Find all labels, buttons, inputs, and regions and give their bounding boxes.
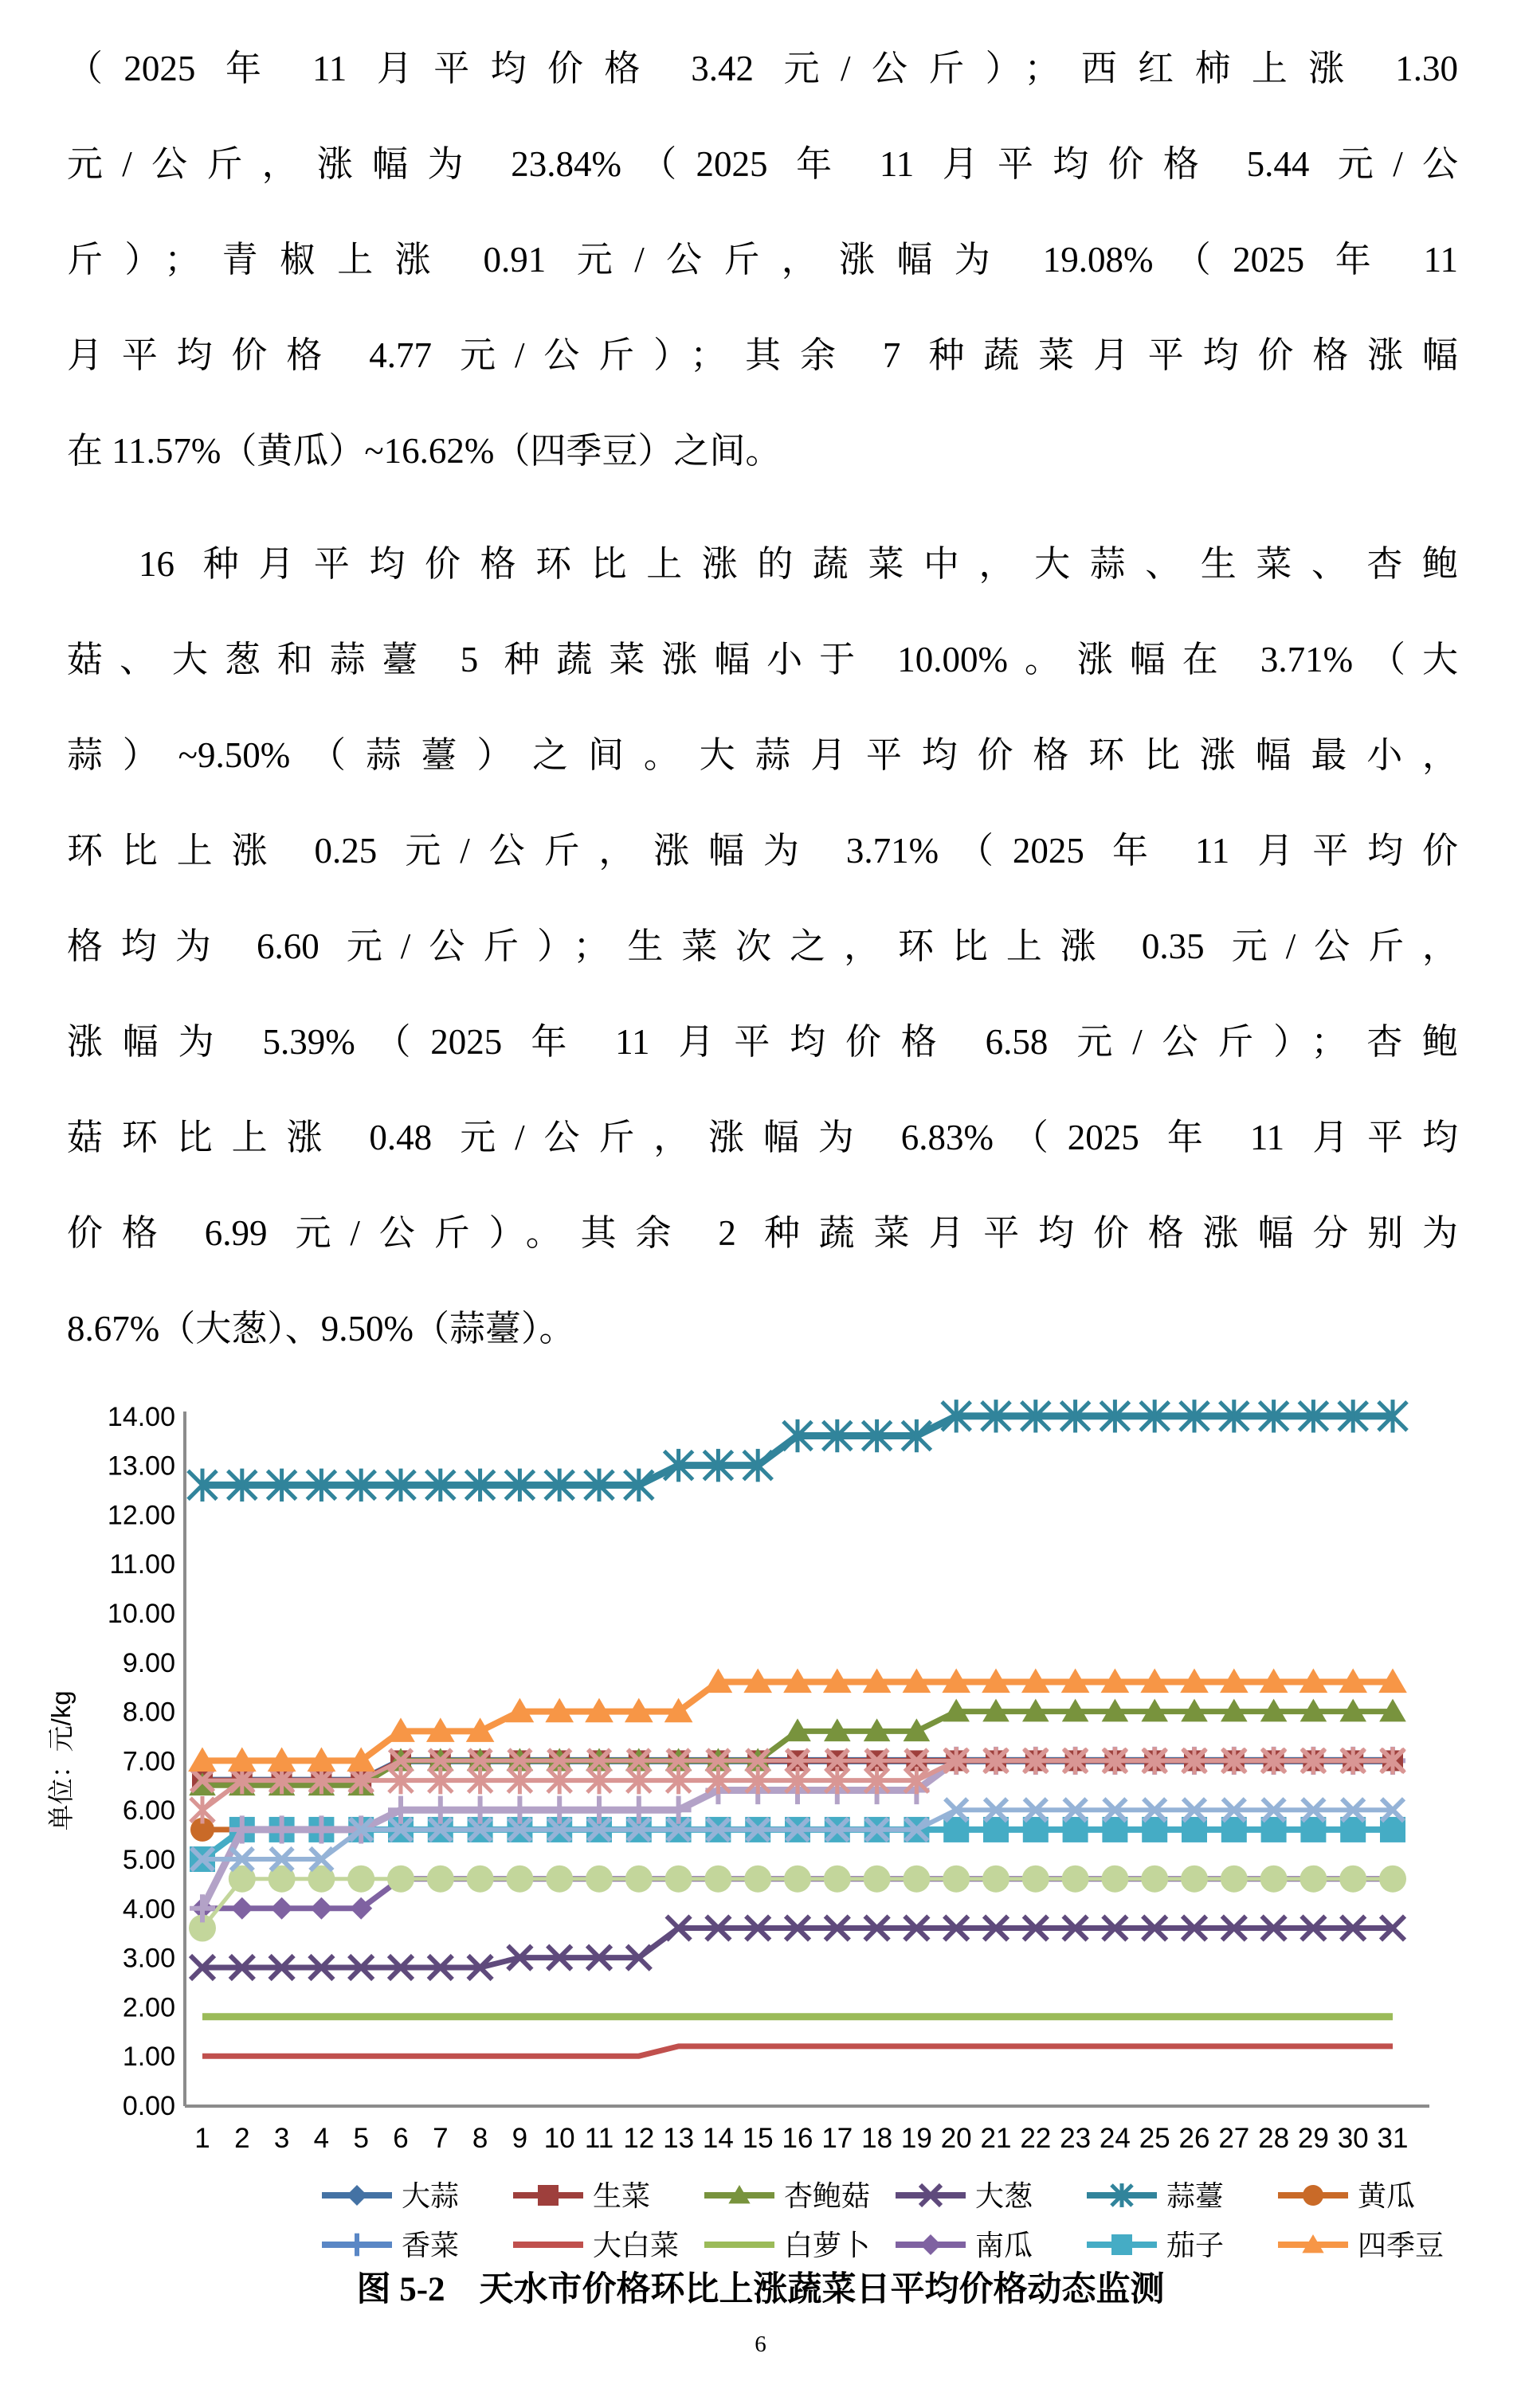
legend-label: 茄子: [1166, 2229, 1225, 2261]
text-line: 斤）；青椒上涨 0.91 元/公斤，涨幅为 19.08%（2025 年 11: [67, 240, 1458, 280]
x-tick-label: 18: [861, 2123, 893, 2154]
y-tick-label: 8.00: [122, 1697, 175, 1728]
text-line: 蒜）~9.50%（蒜薹）之间。大蒜月平均价格环比涨幅最小，: [67, 735, 1458, 775]
y-tick-label: 6.00: [122, 1795, 175, 1827]
y-tick-label: 12.00: [107, 1500, 175, 1531]
text-line: 格均为 6.60 元/公斤）；生菜次之，环比上涨 0.35 元/公斤，: [67, 926, 1458, 966]
x-tick-label: 2: [234, 2123, 250, 2154]
y-tick-label: 3.00: [122, 1943, 175, 1974]
text-line: 8.67%（大葱）、9.50%（蒜薹）。: [67, 1309, 575, 1349]
series-line-大葱: [202, 1928, 1393, 1968]
x-tick-label: 25: [1139, 2123, 1170, 2154]
figure-caption: 图 5-2 天水市价格环比上涨蔬菜日平均价格动态监测: [356, 2271, 1165, 2308]
y-tick-label: 14.00: [107, 1401, 175, 1432]
legend-label: 大蒜: [402, 2179, 460, 2212]
figure: [0, 1384, 1521, 2285]
x-tick-label: 1: [194, 2123, 210, 2154]
series-line-大白菜: [202, 2046, 1393, 2056]
y-tick-label: 4.00: [122, 1893, 175, 1924]
x-tick-label: 11: [584, 2123, 614, 2154]
x-tick-label: 6: [393, 2123, 409, 2154]
x-tick-label: 30: [1337, 2123, 1369, 2154]
x-tick-label: 26: [1178, 2123, 1210, 2154]
y-tick-label: 11.00: [109, 1549, 175, 1580]
text-line: 元/公斤，涨幅为 23.84%（2025 年 11 月平均价格 5.44 元/公: [67, 144, 1458, 184]
text-line: 环比上涨 0.25 元/公斤，涨幅为 3.71%（2025 年 11 月平均价: [67, 831, 1458, 871]
x-tick-label: 16: [782, 2123, 813, 2154]
legend-label: 杏鲍菇: [784, 2179, 871, 2212]
legend-label: 白萝卜: [784, 2229, 871, 2261]
page-number: 6: [755, 2332, 766, 2357]
y-tick-label: 0.00: [122, 2091, 175, 2121]
text-line: 菇、大葱和蒜薹 5 种蔬菜涨幅小于 10.00%。涨幅在 3.71%（大: [67, 640, 1458, 679]
x-tick-label: 3: [273, 2123, 290, 2154]
x-tick-label: 8: [472, 2123, 488, 2154]
x-tick-label: 15: [742, 2123, 774, 2154]
y-tick-label: 13.00: [107, 1451, 175, 1482]
x-tick-label: 5: [353, 2123, 369, 2154]
legend-label: 南瓜: [975, 2229, 1033, 2261]
text-line: （2025 年 11 月平均价格 3.42 元/公斤）；西红柿上涨 1.30: [67, 49, 1458, 88]
y-tick-label: 1.00: [122, 2042, 175, 2073]
text-line: 涨幅为 5.39%（2025 年 11 月平均价格 6.58 元/公斤）；杏鲍: [67, 1022, 1458, 1062]
paragraph-1: [67, 21, 1458, 499]
x-tick-label: 19: [900, 2123, 932, 2154]
x-tick-label: 29: [1297, 2123, 1329, 2154]
x-tick-label: 27: [1218, 2123, 1250, 2154]
x-tick-label: 13: [663, 2123, 695, 2154]
y-axis-title: 单位：元/kg: [46, 1690, 76, 1831]
x-tick-label: 22: [1020, 2123, 1052, 2154]
x-tick-label: 21: [980, 2123, 1012, 2154]
x-tick-label: 14: [702, 2123, 734, 2154]
legend-label: 蒜薹: [1166, 2179, 1225, 2212]
x-tick-label: 10: [543, 2123, 575, 2154]
legend-label: 生菜: [593, 2179, 651, 2212]
y-tick-label: 9.00: [122, 1647, 175, 1678]
y-tick-label: 5.00: [122, 1845, 175, 1875]
x-tick-label: 28: [1258, 2123, 1290, 2154]
x-tick-label: 17: [821, 2123, 853, 2154]
legend-label: 四季豆: [1358, 2229, 1445, 2261]
text-line: 价格 6.99 元/公斤）。其余 2 种蔬菜月平均价格涨幅分别为: [67, 1213, 1458, 1253]
x-tick-label: 12: [623, 2123, 655, 2154]
y-tick-label: 2.00: [122, 1992, 175, 2023]
text-line: 月平均价格 4.77 元/公斤）；其余 7 种蔬菜月平均价格涨幅: [67, 335, 1458, 375]
legend-label: 大白菜: [593, 2229, 680, 2261]
text-line: 在 11.57%（黄瓜）~16.62%（四季豆）之间。: [67, 431, 782, 471]
x-tick-label: 24: [1099, 2123, 1131, 2154]
y-tick-label: 7.00: [122, 1746, 175, 1777]
x-tick-label: 9: [512, 2123, 528, 2154]
legend-label: 大葱: [975, 2179, 1033, 2212]
paragraph-2: [67, 516, 1458, 1376]
x-tick-label: 4: [313, 2123, 330, 2154]
x-tick-label: 20: [940, 2123, 972, 2154]
price-line-chart: [29, 1384, 1511, 2281]
y-tick-label: 10.00: [107, 1599, 175, 1629]
legend-label: 香菜: [402, 2229, 460, 2261]
text-line: 菇环比上涨 0.48 元/公斤，涨幅为 6.83%（2025 年 11 月平均: [67, 1118, 1458, 1157]
x-tick-label: 7: [433, 2123, 449, 2154]
x-tick-label: 31: [1377, 2123, 1409, 2154]
legend-label: 黄瓜: [1358, 2179, 1416, 2212]
x-tick-label: 23: [1060, 2123, 1092, 2154]
text-line: 16 种月平均价格环比上涨的蔬菜中，大蒜、生菜、杏鲍: [139, 544, 1458, 584]
